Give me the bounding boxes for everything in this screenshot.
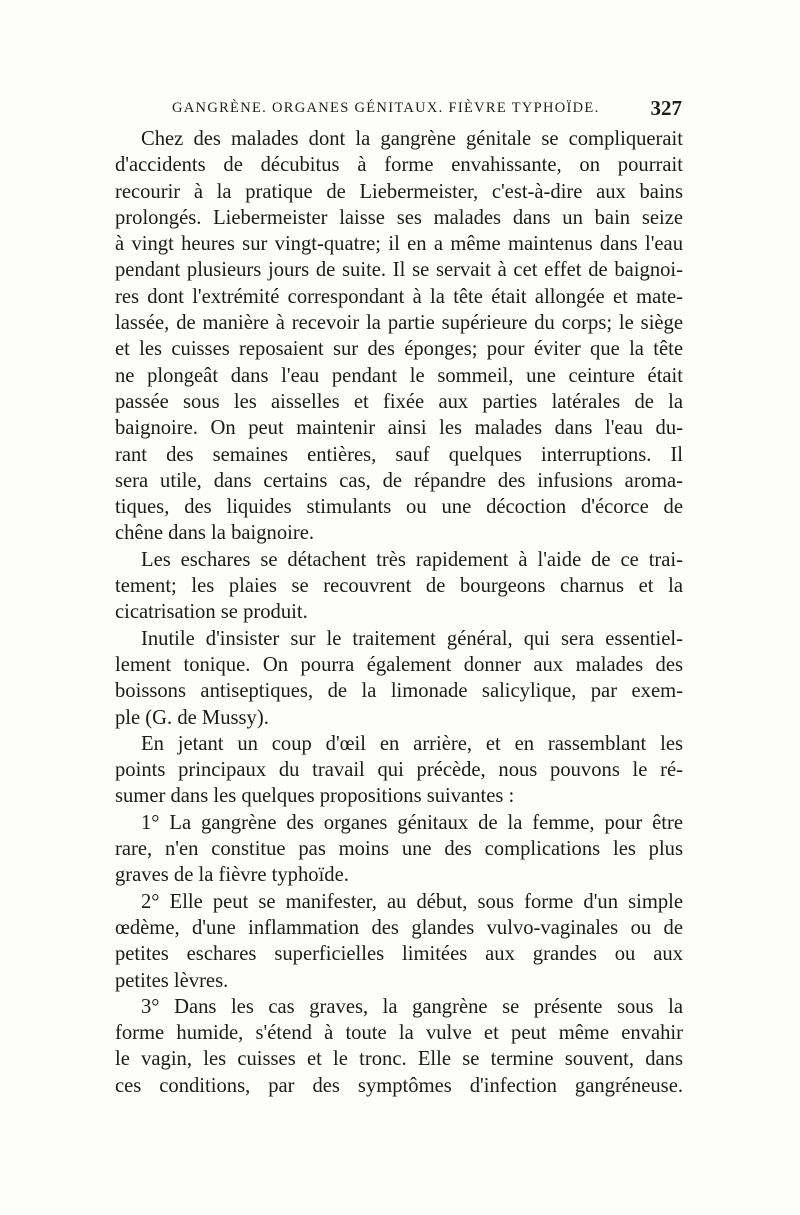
text-line: passée sous les aisselles et fixée aux parties latérales de la [115, 390, 683, 413]
text-line: et les cuisses reposaient sur des éponges; pour éviter que la tête [115, 338, 683, 361]
text-line: 1° La gangrène des organes génitaux de la femme, pour être [141, 811, 683, 834]
text-line: Chez des malades dont la gangrène génitale se compliquerait [141, 128, 683, 150]
paragraph-proposition-1 [115, 810, 683, 889]
text-line: rare, n'en constitue pas moins une des complications les plus [115, 838, 683, 861]
paragraph-resume [115, 731, 683, 810]
text-line: ple (G. de Mussy). [115, 706, 269, 729]
text-line: baignoire. On peut maintenir ainsi les malades dans l'eau du- [115, 417, 683, 440]
text-line: chêne dans la baignoire. [115, 522, 314, 545]
text-line: sera utile, dans certains cas, de répandre des infusions aroma- [115, 469, 683, 492]
paragraph-eschares [115, 547, 683, 626]
text-line: points principaux du travail qui précède, nous pouvons le ré- [115, 759, 683, 782]
body-text [115, 126, 683, 1099]
text-line: le vagin, les cuisses et le tronc. Elle se termine souvent, dans [115, 1048, 683, 1071]
text-line: tiques, des liquides stimulants ou une décoction d'écorce de [115, 496, 683, 519]
page-number: 327 [650, 96, 682, 120]
text-line: forme humide, s'étend à toute la vulve et peut même envahir [115, 1022, 683, 1045]
text-line: cicatrisation se produit. [115, 601, 308, 624]
text-line: 2° Elle peut se manifester, au début, sous forme d'un simple [141, 890, 683, 913]
text-line: rant des semaines entières, sauf quelques interruptions. Il [115, 443, 683, 466]
text-line: lement tonique. On pourra également donner aux malades des [115, 653, 683, 676]
text-line: graves de la fièvre typhoïde. [115, 864, 349, 887]
text-line: petites lèvres. [115, 969, 229, 992]
text-line: petites eschares superficielles limitées aux grandes ou aux [115, 943, 683, 966]
text-line: ces conditions, par des symptômes d'infection gangréneuse. [115, 1074, 683, 1097]
paragraph-bain-prolonge [115, 126, 683, 547]
page-header [172, 96, 682, 122]
text-line: d'accidents de décubitus à forme envahissante, on pourrait [115, 154, 683, 177]
paragraph-proposition-3 [115, 994, 683, 1099]
text-line: pendant plusieurs jours de suite. Il se servait à cet effet de baignoi- [115, 259, 683, 282]
text-line: ne plongeât dans l'eau pendant le sommeil, une ceinture était [115, 364, 683, 387]
text-line: boissons antiseptiques, de la limonade salicylique, par exem- [115, 680, 683, 703]
text-line: œdème, d'une inflammation des glandes vulvo-vaginales ou de [115, 916, 683, 939]
text-line: Les eschares se détachent très rapidement à l'aide de ce trai- [141, 548, 683, 571]
running-head: GANGRÈNE. ORGANES GÉNITAUX. FIÈVRE TYPHOÏDE. [172, 100, 600, 116]
text-line: tement; les plaies se recouvrent de bourgeons charnus et la [115, 575, 683, 598]
text-line: recourir à la pratique de Liebermeister, c'est-à-dire aux bains [115, 180, 683, 203]
text-line: Inutile d'insister sur le traitement général, qui sera essentiel- [141, 627, 683, 650]
text-line: à vingt heures sur vingt-quatre; il en a même maintenus dans l'eau [115, 233, 683, 256]
text-line: En jetant un coup d'œil en arrière, et en rassemblant les [141, 732, 683, 755]
paragraph-traitement-general [115, 626, 683, 731]
text-line: 3° Dans les cas graves, la gangrène se présente sous la [141, 995, 683, 1018]
text-line: prolongés. Liebermeister laisse ses malades dans un bain seize [115, 206, 683, 229]
text-line: res dont l'extrémité correspondant à la tête était allongée et mate- [115, 285, 683, 308]
paragraph-proposition-2 [115, 889, 683, 994]
text-line: sumer dans les quelques propositions suivantes : [115, 785, 515, 808]
text-line: lassée, de manière à recevoir la partie supérieure du corps; le siège [115, 312, 683, 335]
